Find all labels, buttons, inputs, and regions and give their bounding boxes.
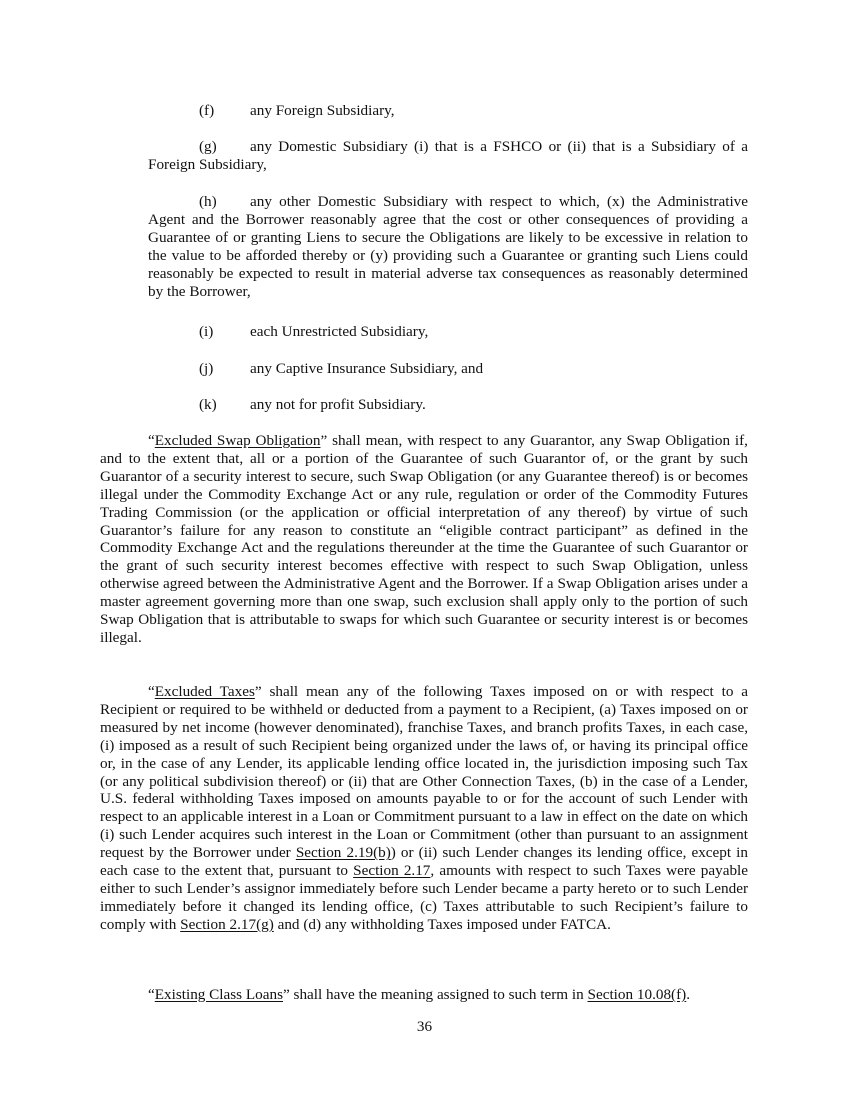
definition-body: shall mean any of the following Taxes imposed on or with respect to a Recipient or required to be withheld or deducted from a payment to a Recipient, (a) Taxes imposed on or measured by net income (however denominated), franchise Taxes, and branch profits Taxes, in each case, (i) imposed as a result of such Recipient being organized under the laws of, or having its principal office or, in the case of any Lender, its applicable lending office located in, the jurisdiction imposing such Tax (or any political subdivision thereof) or (ii) that are Other Connection Taxes, (b) in the case of a Lender, U.S. federal withholding Taxes imposed on amounts payable to or for the account of such Lender with respect to an applicable interest in a Loan or Commitment pursuant to a law in effect on the date on which (i) such Lender acquires such interest in the Loan or Commitment (other than pursuant to an assignment request by the Borrower under [100, 683, 748, 862]
definition-body: ) or (ii) such Lender changes its lending office, except in each case to the extent that, pursuant to [100, 844, 748, 880]
close-quote: ” [254, 683, 262, 700]
list-item-label: (f) [199, 102, 215, 119]
list-item-text: any other Domestic Subsidiary with respect to which, (x) the Administrative Agent and the Borrower reasonably agree that the cost or other consequences of providing a Guarantee of or granting Liens to secure the Obligations are likely to be excessive in relation to the value to be afforded thereby or (y) providing such a Guarantee or granting such Liens could reasonably be expected to result in material adverse tax consequences as reasonably determined by the Borrower, [148, 193, 748, 300]
list-item-label: (h) [199, 193, 217, 210]
list-item-f [199, 102, 395, 120]
close-quote: ” [283, 986, 290, 1003]
list-item-text: any not for profit Subsidiary. [250, 396, 426, 413]
list-item-j [199, 360, 483, 378]
definition-excluded-taxes [100, 683, 748, 934]
list-item-label: (i) [199, 323, 214, 340]
section-reference: Section 10.08(f) [587, 986, 687, 1003]
list-item-label: (j) [199, 360, 214, 377]
definition-body: , amounts with respect to such Taxes were payable either to such Lender’s assignor immediately before such Lender became a party hereto or to such Lender immediately before it changed its lending office, (c) Taxes attributable to such Recipient’s failure to comply with [100, 862, 748, 933]
open-quote: “ [148, 986, 155, 1003]
list-item-g [148, 138, 748, 174]
defined-term: Existing Class Loans [154, 986, 283, 1003]
list-item-text: any Foreign Subsidiary, [250, 102, 395, 119]
list-item-i [199, 323, 428, 341]
close-quote: ” [320, 432, 328, 449]
definition-body: shall have the meaning assigned to such term in [289, 986, 588, 1003]
list-item-k [199, 396, 426, 414]
defined-term: Excluded Taxes [154, 683, 255, 700]
definition-body: and (d) any withholding Taxes imposed under FATCA. [273, 915, 611, 933]
list-item-text: any Domestic Subsidiary (i) that is a FSHCO or (ii) that is a Subsidiary of a Foreign Subsidiary, [148, 138, 748, 173]
open-quote: “ [148, 432, 155, 449]
list-item-h [148, 193, 748, 300]
list-item-text: each Unrestricted Subsidiary, [250, 323, 429, 340]
section-reference: Section 2.17 [353, 862, 431, 880]
list-item-label: (g) [199, 138, 217, 155]
list-item-text: any Captive Insurance Subsidiary, and [250, 360, 484, 377]
definition-body: shall mean, with respect to any Guarantor, any Swap Obligation if, and to the extent that, all or a portion of the Guarantee of such Guarantor of, or the grant by such Guarantor of a security interest to secure, such Swap Obligation (or any Guarantee thereof) is or becomes illegal under the Commodity Exchange Act or any rule, regulation or order of the Commodity Futures Trading Commission (or the application or official interpretation of any thereof) by virtue of such Guarantor’s failure for any reason to constitute an “eligible contract participant” as defined in the Commodity Exchange Act and the regulations thereunder at the time the Guarantee of such Guarantor or the grant of such security interest becomes effective with respect to such Swap Obligation, unless otherwise agreed between the Administrative Agent and the Borrower. If a Swap Obligation arises under a master agreement governing more than one swap, such exclusion shall apply only to the portion of such Swap Obligation that is attributable to swaps for which such Guarantee or security interest is or becomes illegal. [100, 432, 748, 646]
section-reference: Section 2.19(b) [295, 844, 391, 862]
page-number: 36 [416, 1018, 433, 1035]
section-reference: Section 2.17(g) [180, 915, 274, 933]
defined-term: Excluded Swap Obligation [154, 432, 321, 449]
definition-excluded-swap-obligation [100, 432, 748, 647]
definition-existing-class-loans [100, 986, 748, 1004]
open-quote: “ [148, 683, 155, 700]
list-item-label: (k) [199, 396, 217, 413]
period: . [686, 986, 691, 1003]
